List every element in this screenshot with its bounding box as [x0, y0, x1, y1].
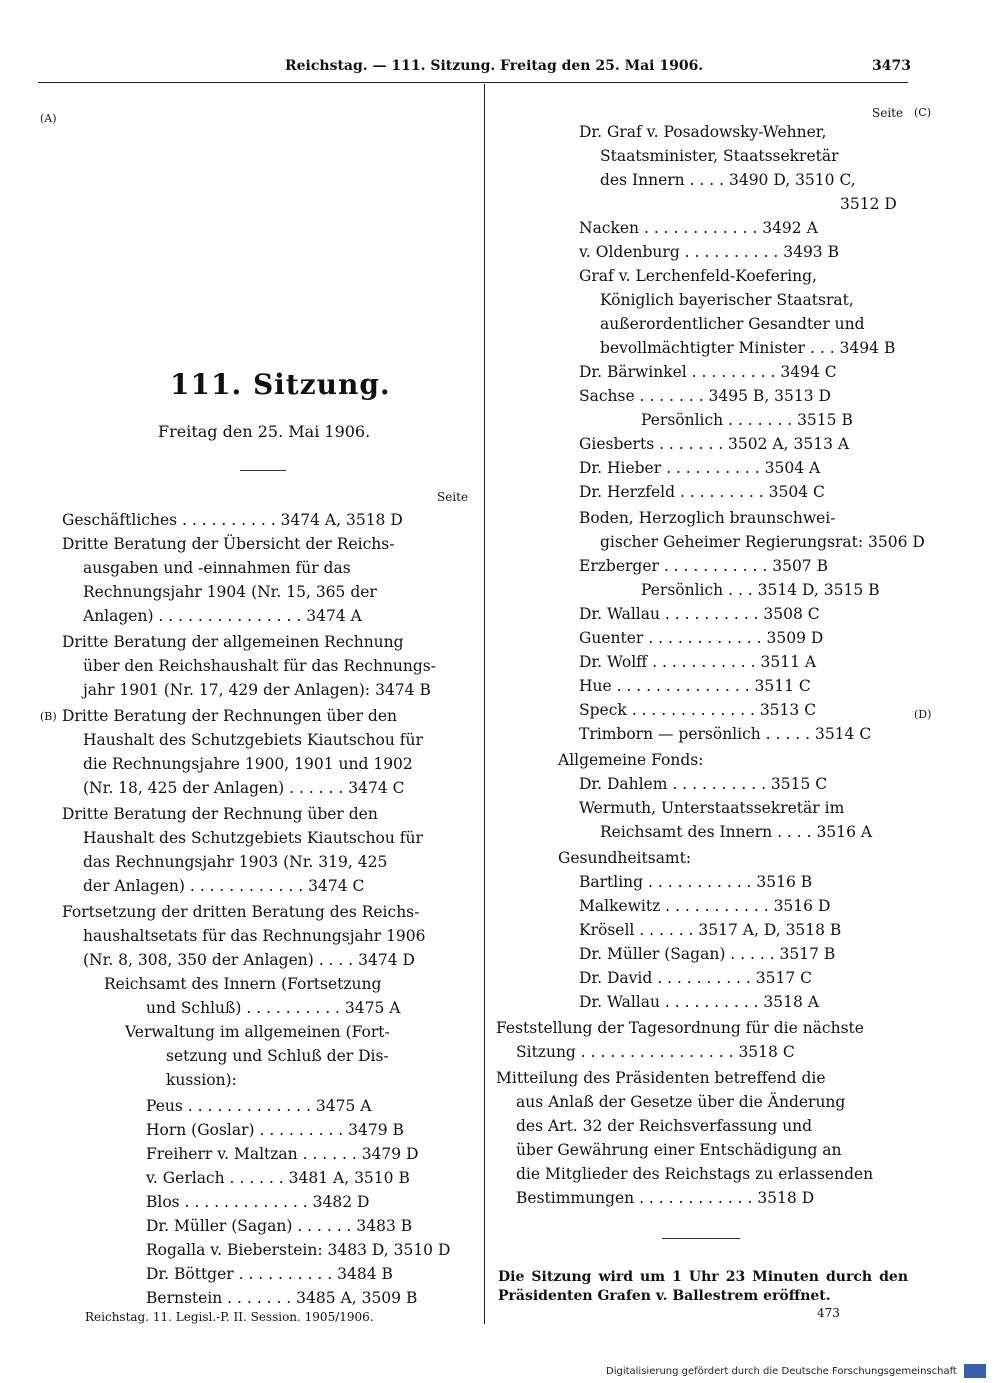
- toc-line: Speck . . . . . . . . . . . . . 3513 C: [579, 701, 817, 719]
- toc-line: Dr. Böttger . . . . . . . . . . 3484 B: [146, 1265, 393, 1283]
- toc-line: die Rechnungsjahre 1900, 1901 und 1902: [83, 755, 413, 773]
- toc-line: Dr. Herzfeld . . . . . . . . . 3504 C: [579, 483, 825, 501]
- toc-line: Malkewitz . . . . . . . . . . . 3516 D: [579, 897, 831, 915]
- toc-line: Persönlich . . . . . . . 3515 B: [641, 411, 853, 429]
- margin-mark-b: (B): [40, 710, 57, 723]
- toc-line: bevollmächtigter Minister . . . 3494 B: [600, 339, 896, 357]
- dfg-logo-icon: [964, 1364, 986, 1378]
- toc-line: der Anlagen) . . . . . . . . . . . . 3474 C: [83, 877, 365, 895]
- margin-mark-a: (A): [40, 112, 57, 125]
- session-date: Freitag den 25. Mai 1906.: [158, 422, 371, 441]
- toc-line: Staatsminister, Staatssekretär: [600, 147, 839, 165]
- closing-divider: [662, 1238, 740, 1239]
- toc-line: Verwaltung im allgemeinen (Fort-: [125, 1023, 390, 1041]
- toc-line: Feststellung der Tagesordnung für die nächste: [496, 1019, 864, 1037]
- toc-line: Geschäftliches . . . . . . . . . . 3474 A, 3518 D: [62, 511, 403, 529]
- toc-line: haushaltsetats für das Rechnungsjahr 1906: [83, 927, 426, 945]
- toc-line: Gesundheitsamt:: [558, 849, 692, 867]
- seite-label-right: Seite: [872, 106, 904, 120]
- toc-line: setzung und Schluß der Dis-: [166, 1047, 389, 1065]
- column-divider: [484, 84, 485, 1324]
- toc-line: des Innern . . . . 3490 D, 3510 C,: [600, 171, 856, 189]
- toc-line: Bernstein . . . . . . . 3485 A, 3509 B: [146, 1289, 418, 1307]
- session-opening-note: Die Sitzung wird um 1 Uhr 23 Minuten durch den Präsidenten Grafen v. Ballestrem eröffnet.: [498, 1269, 908, 1304]
- footer-page-number: 473: [817, 1306, 840, 1320]
- toc-line: aus Anlaß der Gesetze über die Änderung: [516, 1093, 846, 1111]
- toc-line: Wermuth, Unterstaatssekretär im: [579, 799, 845, 817]
- toc-line: außerordentlicher Gesandter und: [600, 315, 865, 333]
- toc-line: Dr. Dahlem . . . . . . . . . . 3515 C: [579, 775, 828, 793]
- toc-line: Bestimmungen . . . . . . . . . . . . 3518 D: [516, 1189, 815, 1207]
- toc-line: Königlich bayerischer Staatsrat,: [600, 291, 854, 309]
- toc-line: und Schluß) . . . . . . . . . . 3475 A: [146, 999, 401, 1017]
- toc-line: Horn (Goslar) . . . . . . . . . 3479 B: [146, 1121, 404, 1139]
- toc-line: Freiherr v. Maltzan . . . . . . 3479 D: [146, 1145, 419, 1163]
- toc-line: gischer Geheimer Regierungsrat: 3506 D: [600, 533, 925, 551]
- margin-mark-c: (C): [914, 106, 931, 119]
- toc-line: Dr. Graf v. Posadowsky-Wehner,: [579, 123, 827, 141]
- toc-line: Haushalt des Schutzgebiets Kiautschou für: [83, 731, 423, 749]
- toc-line: das Rechnungsjahr 1903 (Nr. 319, 425: [83, 853, 388, 871]
- toc-line: Hue . . . . . . . . . . . . . . 3511 C: [579, 677, 811, 695]
- dfg-credit: Digitalisierung gefördert durch die Deutsche Forschungsgemeinschaft: [606, 1366, 957, 1377]
- toc-line: Dritte Beratung der Rechnungen über den: [62, 707, 397, 725]
- toc-line: v. Gerlach . . . . . . 3481 A, 3510 B: [146, 1169, 410, 1187]
- toc-line: Dritte Beratung der allgemeinen Rechnung: [62, 633, 404, 651]
- toc-line: Dr. Müller (Sagan) . . . . . 3517 B: [579, 945, 836, 963]
- toc-line: Giesberts . . . . . . . 3502 A, 3513 A: [579, 435, 850, 453]
- toc-line: Persönlich . . . 3514 D, 3515 B: [641, 581, 880, 599]
- toc-line: ausgaben und -einnahmen für das: [83, 559, 351, 577]
- toc-line: (Nr. 8, 308, 350 der Anlagen) . . . . 3474 D: [83, 951, 415, 969]
- toc-line: Peus . . . . . . . . . . . . . 3475 A: [146, 1097, 372, 1115]
- toc-line: (Nr. 18, 425 der Anlagen) . . . . . . 3474 C: [83, 779, 405, 797]
- toc-line: Graf v. Lerchenfeld-Koefering,: [579, 267, 817, 285]
- page-number: 3473: [872, 58, 911, 74]
- toc-line: die Mitglieder des Reichstags zu erlassenden: [516, 1165, 874, 1183]
- toc-line: Dr. Wallau . . . . . . . . . . 3508 C: [579, 605, 820, 623]
- header-rule: [38, 82, 908, 83]
- toc-line: Rechnungsjahr 1904 (Nr. 15, 365 der: [83, 583, 377, 601]
- toc-line: Dr. Wolff . . . . . . . . . . . 3511 A: [579, 653, 817, 671]
- toc-line: Dritte Beratung der Übersicht der Reichs-: [62, 535, 395, 553]
- toc-line: v. Oldenburg . . . . . . . . . . 3493 B: [579, 243, 839, 261]
- toc-line: Dr. Hieber . . . . . . . . . . 3504 A: [579, 459, 821, 477]
- toc-line: jahr 1901 (Nr. 17, 429 der Anlagen): 3474 B: [83, 681, 431, 699]
- toc-line: Anlagen) . . . . . . . . . . . . . . . 3474 A: [83, 607, 362, 625]
- toc-line: Dr. David . . . . . . . . . . 3517 C: [579, 969, 812, 987]
- toc-line: kussion):: [166, 1071, 237, 1089]
- title-divider: [240, 470, 286, 471]
- toc-line: Erzberger . . . . . . . . . . . 3507 B: [579, 557, 828, 575]
- toc-line: Dr. Bärwinkel . . . . . . . . . 3494 C: [579, 363, 837, 381]
- toc-line: Allgemeine Fonds:: [558, 751, 704, 769]
- footer-imprint: Reichstag. 11. Legisl.-P. II. Session. 1905/1906.: [85, 1310, 374, 1324]
- session-title: 111. Sitzung.: [170, 368, 391, 401]
- toc-line: Blos . . . . . . . . . . . . . 3482 D: [146, 1193, 370, 1211]
- toc-line: Trimborn — persönlich . . . . . 3514 C: [579, 725, 872, 743]
- toc-line: Haushalt des Schutzgebiets Kiautschou für: [83, 829, 423, 847]
- toc-line: Dr. Wallau . . . . . . . . . . 3518 A: [579, 993, 819, 1011]
- toc-line: Reichsamt des Innern (Fortsetzung: [104, 975, 382, 993]
- toc-line: Rogalla v. Bieberstein: 3483 D, 3510 D: [146, 1241, 451, 1259]
- toc-line: über den Reichshaushalt für das Rechnungs-: [83, 657, 437, 675]
- toc-line: Reichsamt des Innern . . . . 3516 A: [600, 823, 873, 841]
- toc-line: Krösell . . . . . . 3517 A, D, 3518 B: [579, 921, 842, 939]
- toc-line: Sitzung . . . . . . . . . . . . . . . . 3518 C: [516, 1043, 795, 1061]
- margin-mark-d: (D): [914, 708, 932, 721]
- toc-line: Boden, Herzoglich braunschwei-: [579, 509, 836, 527]
- toc-line: Nacken . . . . . . . . . . . . 3492 A: [579, 219, 818, 237]
- toc-line: 3512 D: [840, 195, 897, 213]
- toc-line: Guenter . . . . . . . . . . . . 3509 D: [579, 629, 824, 647]
- toc-line: Sachse . . . . . . . 3495 B, 3513 D: [579, 387, 831, 405]
- toc-line: des Art. 32 der Reichsverfassung und: [516, 1117, 813, 1135]
- toc-line: Dr. Müller (Sagan) . . . . . . 3483 B: [146, 1217, 413, 1235]
- running-title: Reichstag. — 111. Sitzung. Freitag den 25. Mai 1906.: [285, 58, 704, 74]
- toc-line: Fortsetzung der dritten Beratung des Reichs-: [62, 903, 420, 921]
- seite-label-left: Seite: [437, 490, 469, 504]
- toc-line: Bartling . . . . . . . . . . . 3516 B: [579, 873, 813, 891]
- toc-line: über Gewährung einer Entschädigung an: [516, 1141, 842, 1159]
- toc-line: Mitteilung des Präsidenten betreffend die: [496, 1069, 826, 1087]
- toc-line: Dritte Beratung der Rechnung über den: [62, 805, 378, 823]
